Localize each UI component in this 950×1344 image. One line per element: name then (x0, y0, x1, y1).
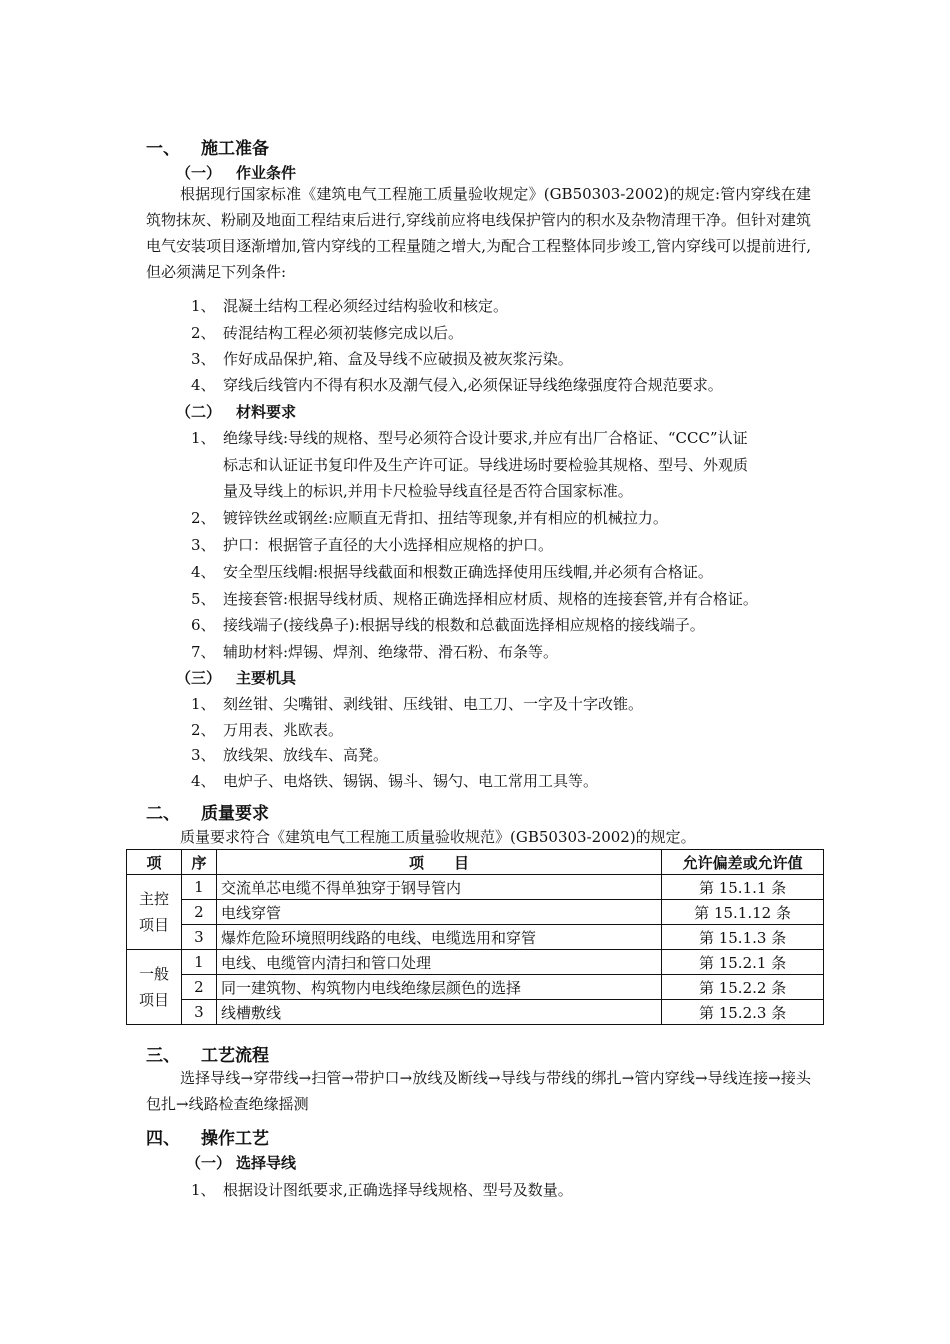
value-cell: 第 15.1.3 条 (662, 925, 824, 950)
list-item: 5、 连接套管:根据导线材质、规格正确选择相应材质、规格的连接套管,并有合格证。 (191, 590, 758, 608)
subsection-number: （二） (176, 403, 222, 421)
paragraph: 根据现行国家标准《建筑电气工程施工质量验收规定》(GB50303-2002)的规定:管内穿线在建筑物抹灰、粉刷及地面工程结束后进行,穿线前应将电线保护管内的积水及杂物清理干净。但针对建筑电气安装项目逐渐增加,管内穿线的工程量随之增大,为配合工程整体同步竣工,管内穿线可以提前进行,但必须满足下列条件: (146, 185, 811, 281)
value-cell: 第 15.2.3 条 (662, 1000, 824, 1025)
value-cell: 第 15.1.1 条 (662, 875, 824, 900)
subsection-number: （一） (186, 1154, 232, 1172)
list-item: 2、 万用表、兆欧表。 (191, 721, 344, 739)
item-cell: 同一建筑物、构筑物内电线绝缘层颜色的选择 (216, 975, 661, 1000)
subsection-heading (176, 667, 296, 688)
list-item-continuation: 量及导线上的标识,并用卡尺检验导线直径是否符合国家标准。 (223, 482, 633, 500)
subsection-title: 主要机具 (236, 669, 297, 687)
value-cell: 第 15.1.12 条 (662, 900, 824, 925)
section-heading (146, 1124, 269, 1149)
list-item: 3、 放线架、放线车、高凳。 (191, 746, 389, 764)
table-row (127, 900, 824, 925)
list-item: 1、 混凝土结构工程必须经过结构验收和核定。 (191, 297, 509, 315)
section-number: 二、 (146, 804, 180, 824)
list-item: 1、 绝缘导线:导线的规格、型号必须符合设计要求,并应有出厂合格证、“CCC”认证 (191, 429, 748, 447)
process-flow-paragraph: 选择导线→穿带线→扫管→带护口→放线及断线→导线与带线的绑扎→管内穿线→导线连接→接头包扎→线路检查绝缘摇测 (146, 1069, 811, 1113)
subsection-number: （三） (176, 669, 222, 687)
table-header: 项 目 (216, 850, 661, 875)
section-title: 操作工艺 (201, 1129, 269, 1149)
list-item: 3、 作好成品保护,箱、盒及导线不应破损及被灰浆污染。 (191, 350, 573, 368)
table-row (127, 1000, 824, 1025)
group-cell: 一般项目 (127, 950, 182, 1025)
table-row (127, 875, 824, 900)
subsection-title: 选择导线 (236, 1154, 297, 1172)
table-row (127, 950, 824, 975)
item-cell: 电线穿管 (216, 900, 661, 925)
section-heading (146, 134, 269, 159)
subsection-heading (186, 1152, 296, 1173)
value-cell: 第 15.2.2 条 (662, 975, 824, 1000)
group-cell: 主控项目 (127, 875, 182, 950)
item-cell: 电线、电缆管内清扫和管口处理 (216, 950, 661, 975)
list-item: 3、 护口：根据管子直径的大小选择相应规格的护口。 (191, 536, 554, 554)
table-header: 序 (181, 850, 216, 875)
subsection-title: 材料要求 (236, 403, 297, 421)
section-number: 三、 (146, 1046, 180, 1066)
subsection-heading (176, 401, 296, 422)
seq-cell: 3 (181, 1000, 216, 1025)
list-item: 4、 穿线后线管内不得有积水及潮气侵入,必须保证导线绝缘强度符合规范要求。 (191, 376, 723, 394)
list-item: 6、 接线端子(接线鼻子):根据导线的根数和总截面选择相应规格的接线端子。 (191, 616, 705, 634)
section-title: 施工准备 (201, 139, 269, 159)
value-cell: 第 15.2.1 条 (662, 950, 824, 975)
subsection-title: 作业条件 (236, 164, 297, 182)
list-item: 1、 根据设计图纸要求,正确选择导线规格、型号及数量。 (191, 1181, 573, 1199)
table-row (127, 925, 824, 950)
table-header: 允许偏差或允许值 (662, 850, 824, 875)
table-header-row (127, 850, 824, 875)
item-cell: 爆炸危险环境照明线路的电线、电缆选用和穿管 (216, 925, 661, 950)
table-row (127, 975, 824, 1000)
list-item: 2、 砖混结构工程必须初装修完成以后。 (191, 324, 464, 342)
subsection-heading (176, 162, 296, 183)
list-item-continuation: 标志和认证证书复印件及生产许可证。导线进场时要检验其规格、型号、外观质 (223, 456, 749, 474)
list-item: 4、 电炉子、电烙铁、锡锅、锡斗、锡勺、电工常用工具等。 (191, 772, 599, 790)
seq-cell: 3 (181, 925, 216, 950)
section-heading (146, 1041, 269, 1066)
list-item: 2、 镀锌铁丝或钢丝:应顺直无背扣、扭结等现象,并有相应的机械拉力。 (191, 509, 668, 527)
section-title: 质量要求 (201, 804, 269, 824)
section-title: 工艺流程 (201, 1046, 269, 1066)
list-item: 7、 辅助材料:焊锡、焊剂、绝缘带、滑石粉、布条等。 (191, 643, 559, 661)
table-header: 项 (127, 850, 182, 875)
quality-table (126, 849, 824, 1025)
subsection-number: （一） (176, 164, 222, 182)
list-item: 1、 刻丝钳、尖嘴钳、剥线钳、压线钳、电工刀、一字及十字改锥。 (191, 695, 644, 713)
seq-cell: 2 (181, 975, 216, 1000)
section-number: 四、 (146, 1129, 180, 1149)
section-number: 一、 (146, 139, 180, 159)
paragraph: 质量要求符合《建筑电气工程施工质量验收规范》(GB50303-2002)的规定。 (180, 828, 696, 846)
item-cell: 交流单芯电缆不得单独穿于钢导管内 (216, 875, 661, 900)
seq-cell: 1 (181, 950, 216, 975)
list-item: 4、 安全型压线帽:根据导线截面和根数正确选择使用压线帽,并必须有合格证。 (191, 563, 713, 581)
seq-cell: 2 (181, 900, 216, 925)
item-cell: 线槽敷线 (216, 1000, 661, 1025)
section-heading (146, 799, 269, 824)
seq-cell: 1 (181, 875, 216, 900)
